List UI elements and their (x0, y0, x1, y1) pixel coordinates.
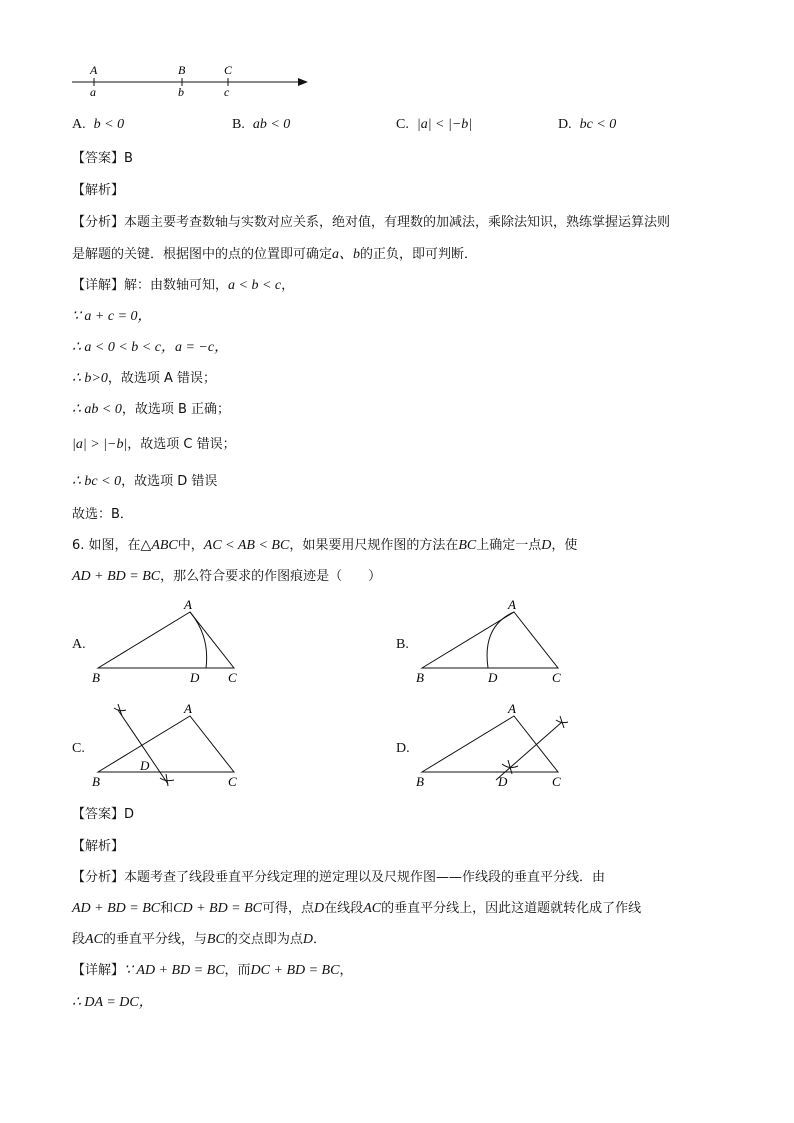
xiangjie-end: ， (281, 278, 295, 293)
fenxi-tag: 【分析】 (72, 215, 125, 230)
q5-option-a (72, 116, 124, 134)
fenxi-text: 和 (160, 901, 174, 916)
fenxi-text: 段 (72, 932, 86, 947)
q6-stem-2 (72, 568, 381, 586)
q5-xiangjie-7 (72, 473, 217, 491)
fenxi-text: 的交点即为点 (224, 932, 303, 947)
q5-xiangjie-4 (72, 370, 216, 388)
construction-arc (190, 612, 207, 668)
q6-analysis-tag (72, 838, 124, 856)
label-C: C (228, 670, 237, 685)
stem-text: 6. 如图，在 (72, 538, 141, 553)
label-D: D (190, 670, 200, 685)
fig-label: D. (396, 741, 410, 756)
point-label-B: B (178, 63, 186, 77)
triangle-abc (422, 612, 558, 668)
q5-option-c (396, 116, 472, 134)
q5-fenxi-1 (72, 214, 670, 232)
label-B: B (416, 774, 424, 789)
xiangjie-text: ，故选项 A 错误； (107, 371, 217, 386)
value-label-c: c (224, 85, 230, 99)
stem-text: ，如果要用尺规作图的方法在 (289, 538, 459, 553)
label-D: D (140, 758, 150, 773)
fenxi-math: CD + BD = BC (173, 901, 263, 916)
value-label-b: b (178, 85, 184, 99)
stem-text: ，使 (551, 538, 578, 553)
label-D: D (498, 774, 508, 789)
xiangjie-math: ∴ b>0 (72, 371, 108, 386)
analysis-tag: 【解析】 (72, 839, 125, 854)
answer-tag: 【答案】 (72, 807, 125, 822)
xiangjie-math: a < b < c (228, 278, 282, 293)
fenxi-text: 在线段 (324, 901, 364, 916)
fenxi-text: 的垂直平分线，与 (102, 932, 207, 947)
fenxi-text: 可得，点 (262, 901, 315, 916)
option-label: C. (396, 117, 409, 132)
analysis-tag: 【解析】 (72, 183, 125, 198)
triangle-figure-d (412, 700, 572, 792)
xiangjie-math: DC + BD = BC (250, 963, 340, 978)
fenxi-math: AD + BD = BC (72, 901, 161, 916)
triangle-abc (98, 612, 234, 668)
fenxi-vars: a、b (332, 247, 361, 262)
stem-text: ，那么符合要求的作图痕迹是（ ） (160, 569, 382, 584)
fenxi-ac: AC (363, 901, 382, 916)
fenxi-ac: AC (85, 932, 103, 947)
q6-fenxi-2 (72, 900, 641, 918)
label-B: B (92, 670, 100, 685)
xiangjie-text: 解：由数轴可知， (124, 278, 229, 293)
stem-d: D (541, 538, 552, 553)
fenxi-text: 是解题的关键．根据图中的点的位置即可确定 (72, 247, 333, 262)
triangle-figure-a (88, 596, 248, 688)
xiangjie-tag: 【详解】 (72, 963, 125, 978)
stem-triangle: △ABC (140, 538, 178, 553)
xiangjie-tag: 【详解】 (72, 278, 125, 293)
stem-text: 上确定一点 (476, 538, 542, 553)
label-D: D (488, 670, 498, 685)
fig-label: A. (72, 637, 86, 652)
xiangjie-math: |a| > |−b| (72, 437, 128, 452)
option-expr: ab < 0 (252, 117, 291, 132)
xiangjie-text: ， (339, 963, 353, 978)
triangle-figure-b (412, 596, 572, 688)
xiangjie-text: ，故选项 B 正确； (121, 402, 231, 417)
option-expr: b < 0 (93, 117, 125, 132)
fenxi-d: D (302, 932, 313, 947)
q5-xiangjie-5 (72, 401, 230, 419)
q5-option-b (232, 116, 290, 134)
construction-arc (487, 612, 514, 668)
q5-analysis-tag (72, 182, 124, 200)
q6-fenxi-3 (72, 931, 326, 949)
fenxi-text: 本题考查了线段垂直平分线定理的逆定理以及尺规作图——作线段的垂直平分线．由 (124, 870, 606, 885)
fig-label: B. (396, 637, 409, 652)
q5-xiangjie-6 (72, 436, 236, 454)
triangle-abc (98, 716, 234, 772)
label-B: B (416, 670, 424, 685)
perpendicular-bisector (496, 722, 562, 780)
stem-text: 中， (177, 538, 204, 553)
point-label-A: A (90, 63, 98, 77)
answer-value: B (124, 151, 133, 166)
triangle-figure-c (88, 700, 248, 792)
answer-tag: 【答案】 (72, 151, 125, 166)
label-C: C (552, 670, 561, 685)
stem-bc: BC (458, 538, 477, 553)
q5-xiangjie-2: ∵ a + c = 0， (72, 309, 152, 324)
cross-mark-top (114, 704, 126, 716)
label-A: A (184, 701, 192, 716)
xiangjie-math: ∵ AD + BD = BC (124, 963, 225, 978)
q6-fenxi-1 (72, 869, 605, 887)
number-line-figure (66, 58, 316, 100)
q5-option-d (558, 116, 616, 134)
q5-fenxi-2 (72, 246, 477, 264)
number-line-arrow (298, 78, 308, 86)
option-expr: |a| < |−b| (416, 117, 473, 132)
label-C: C (228, 774, 237, 789)
stem-condition: AC < AB < BC (203, 538, 290, 553)
fenxi-bc: BC (206, 932, 225, 947)
xiangjie-math: ∴ bc < 0 (72, 474, 122, 489)
fenxi-text: 的垂直平分线上，因此这道题就转化成了作线 (381, 901, 642, 916)
value-label-a: a (90, 85, 96, 99)
q6-answer (72, 806, 134, 824)
q6-xiangjie-1 (72, 962, 352, 980)
answer-value: D (124, 807, 135, 822)
label-A: A (508, 701, 516, 716)
stem-math: AD + BD = BC (72, 569, 161, 584)
xiangjie-math: ∴ ab < 0 (72, 402, 122, 417)
fenxi-text-end: 的正负，即可判断． (360, 247, 478, 262)
xiangjie-text: ，故选项 D 错误 (121, 474, 218, 489)
q6-stem-1 (72, 537, 577, 555)
q5-xiangjie-8: 故选：B． (72, 507, 133, 522)
fenxi-tag: 【分析】 (72, 870, 125, 885)
label-A: A (508, 597, 516, 612)
fenxi-text: 本题主要考查数轴与实数对应关系，绝对值，有理数的加减法，乘除法知识，熟练掌握运算法则 (124, 215, 671, 230)
q6-xiangjie-2: ∴ DA = DC， (72, 995, 153, 1010)
option-label: A. (72, 117, 86, 132)
option-label: B. (232, 117, 245, 132)
fig-label: C. (72, 741, 85, 756)
fenxi-text: ． (312, 932, 326, 947)
option-expr: bc < 0 (579, 117, 617, 132)
label-C: C (552, 774, 561, 789)
option-label: D. (558, 117, 572, 132)
xiangjie-text: ，而 (224, 963, 251, 978)
q5-xiangjie-1 (72, 277, 294, 295)
label-A: A (184, 597, 192, 612)
point-label-C: C (224, 63, 233, 77)
xiangjie-text: ，故选项 C 错误； (127, 437, 236, 452)
q5-xiangjie-3: ∴ a < 0 < b < c，a = −c， (72, 340, 229, 355)
q5-answer (72, 150, 133, 168)
fenxi-d: D (314, 901, 325, 916)
label-B: B (92, 774, 100, 789)
